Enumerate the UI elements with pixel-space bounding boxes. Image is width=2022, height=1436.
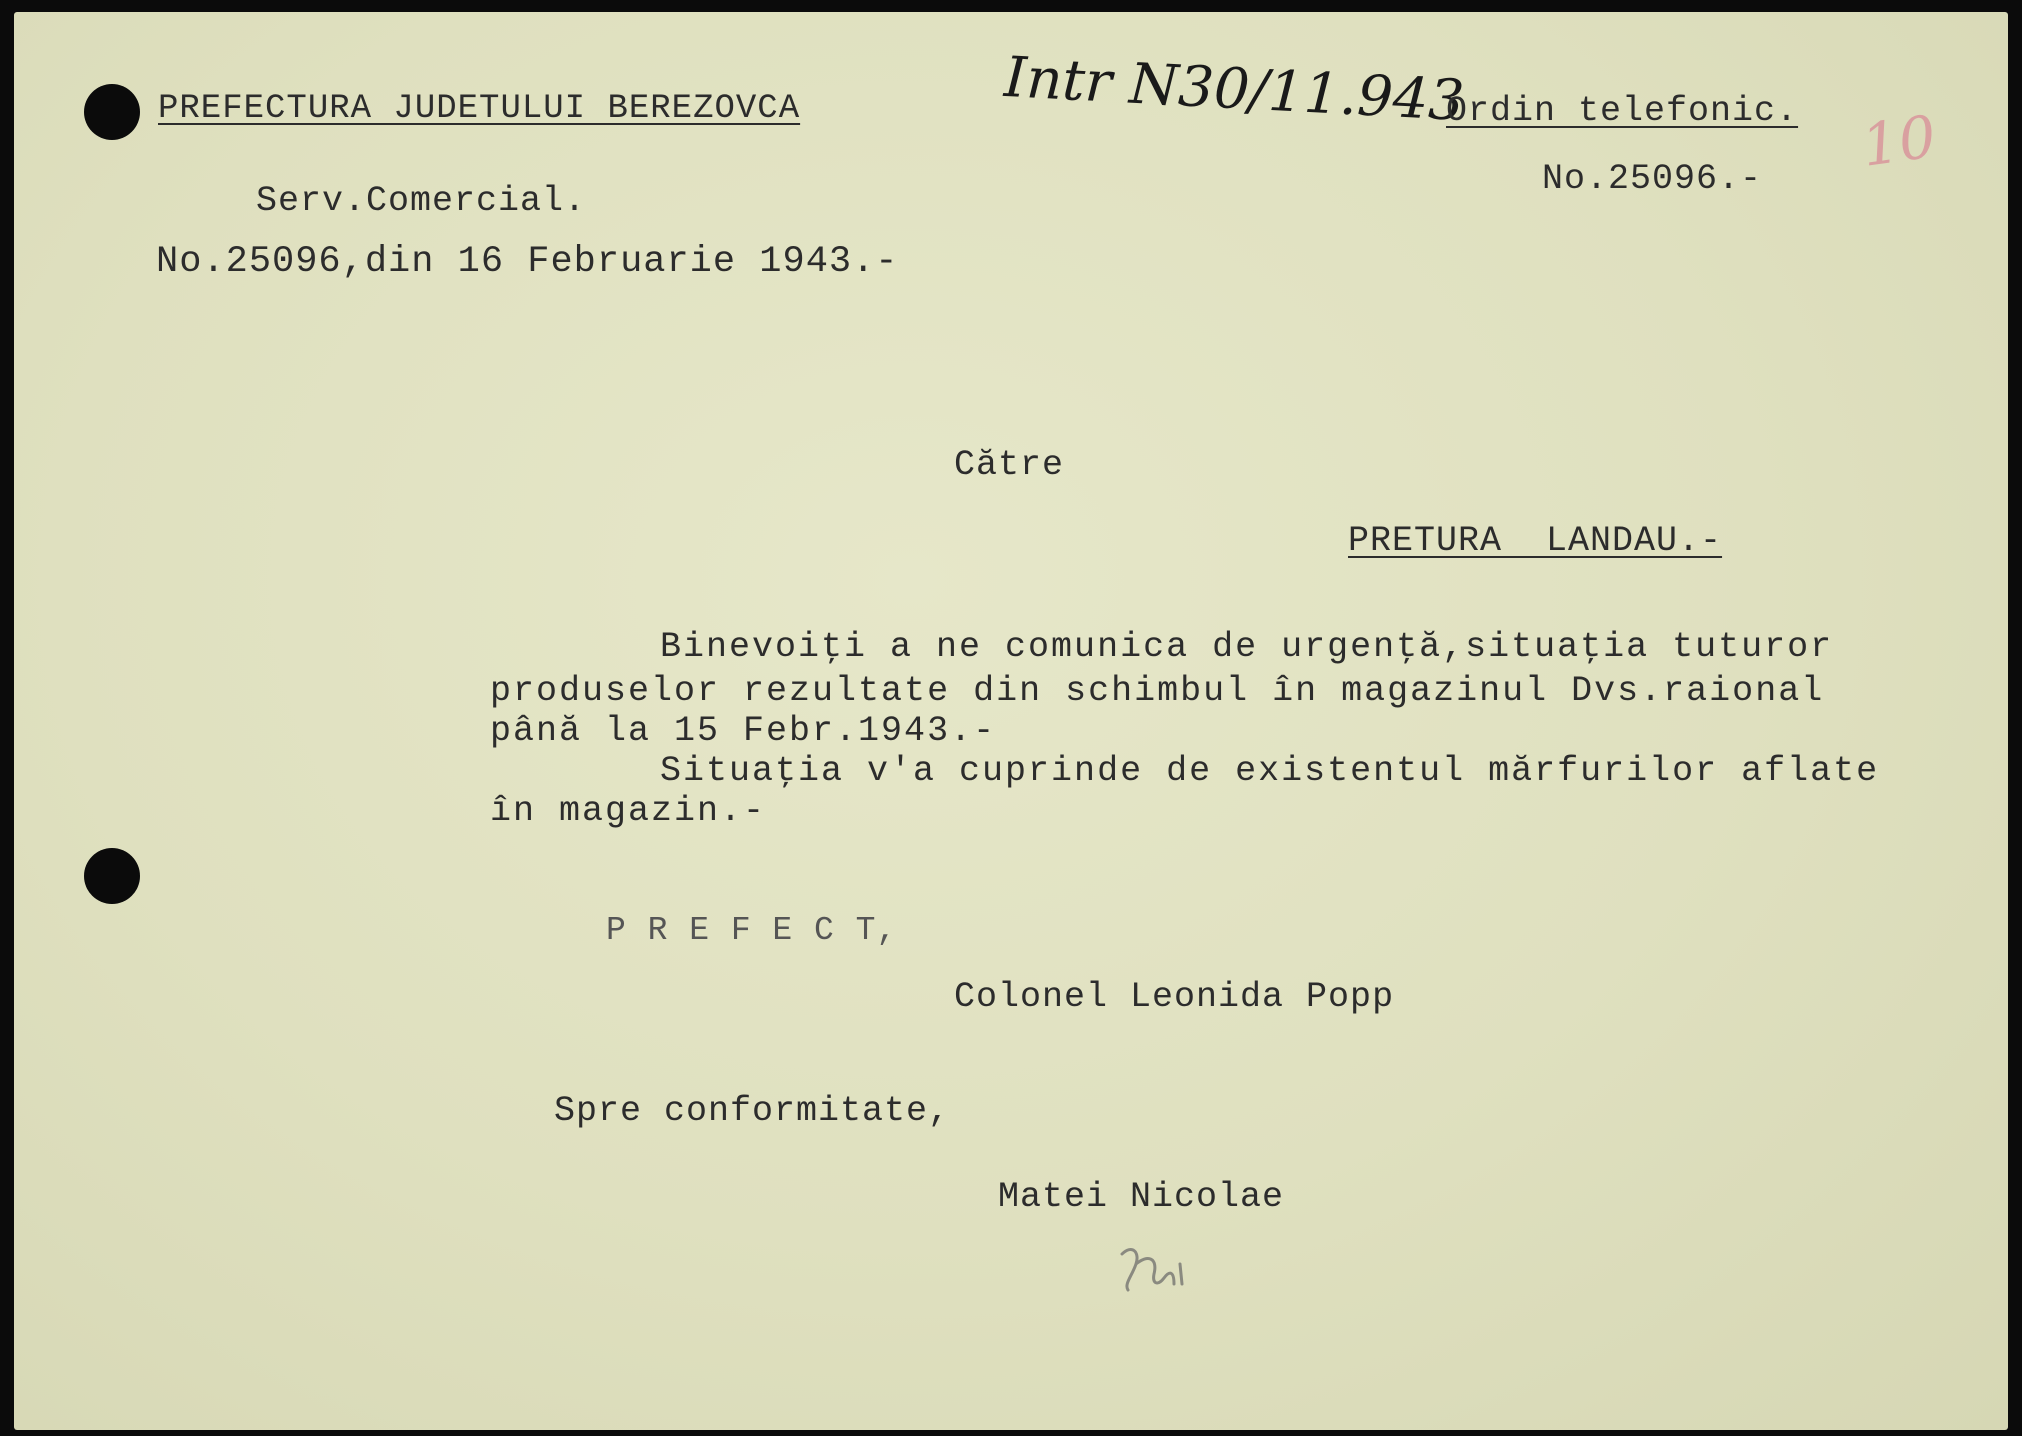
body-line-2: produselor rezultate din schimbul în magazinul Dvs.raional xyxy=(490,671,1825,711)
order-type: Ordin telefonic. xyxy=(1446,91,1799,131)
document-sheet xyxy=(14,12,2008,1430)
institution-header: PREFECTURA JUDETULUI BEREZOVCA xyxy=(158,90,801,128)
punch-hole-top xyxy=(84,84,140,140)
signatory-name: Colonel Leonida Popp xyxy=(954,977,1395,1017)
handwritten-initials-signature xyxy=(1114,1230,1234,1300)
number-and-date: No.25096,din 16 Februarie 1943.- xyxy=(156,241,899,283)
body-line-5: în magazin.- xyxy=(490,791,767,831)
punch-hole-bottom xyxy=(84,848,140,904)
service-label: Serv.Comercial. xyxy=(256,181,587,221)
body-line-4: Situaţia v'a cuprinde de existentul mărfurilor aflate xyxy=(660,751,1880,791)
body-line-1: Binevoiţi a ne comunica de urgenţă,situaţia tuturor xyxy=(660,627,1834,667)
handwritten-registration: Intr N30/11.943 xyxy=(1002,44,1466,135)
to-label: Către xyxy=(954,445,1065,485)
body-line-3: până la 15 Febr.1943.- xyxy=(490,711,997,751)
certifier-name: Matei Nicolae xyxy=(998,1177,1285,1217)
red-annotation: 10 xyxy=(1857,102,1941,180)
recipient-name: PRETURA LANDAU.- xyxy=(1348,521,1723,561)
certification-label: Spre conformitate, xyxy=(554,1091,951,1131)
order-number: No.25096.- xyxy=(1542,159,1763,199)
signature-title: P R E F E C T, xyxy=(606,912,898,949)
